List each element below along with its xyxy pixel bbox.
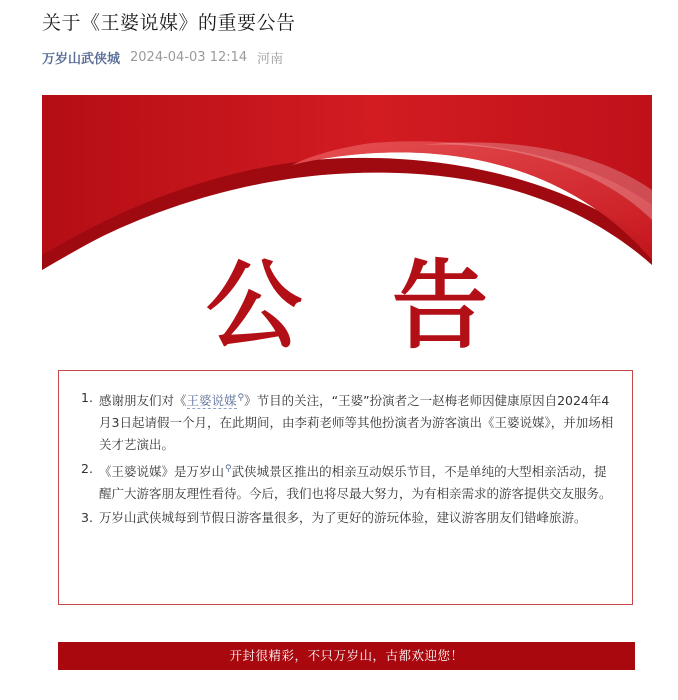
notice-item-1 [73, 387, 614, 456]
search-icon[interactable]: ⚲ [237, 393, 245, 403]
notice-list [73, 387, 614, 529]
notice-item-number: 2. [81, 461, 93, 477]
notice-item-3 [73, 507, 614, 529]
notice-item-text: 感谢朋友们对《 [99, 393, 187, 409]
article-meta [42, 48, 283, 67]
notice-item-number: 3. [81, 510, 93, 526]
article-title: 关于《王婆说媒》的重要公告 [42, 12, 296, 34]
notice-item-2 [73, 458, 614, 505]
notice-item-text: 万岁山武侠城每到节假日游客量很多，为了更好的游玩体验，建议游客朋友们错峰旅游。 [99, 510, 587, 526]
search-icon[interactable]: ⚲ [225, 464, 232, 475]
notice-item-text: 》节目的关注，“王婆”扮演者之一赵梅老师因健康原因自2024年4月3日起请假一个月，在此期间，由李莉老师等其他扮演者为游客演出《王婆说媒》，并加场相关才艺演出。 [99, 393, 614, 453]
notice-box [58, 370, 633, 605]
announcement-banner [42, 95, 652, 355]
publish-location: 河南 [257, 52, 284, 67]
banner-heading: 公告 [206, 250, 578, 355]
keyword-text: 万岁山 [186, 464, 225, 480]
notice-item-text: 《王婆说媒》是 [99, 464, 187, 480]
account-name-link[interactable]: 万岁山武侠城 [42, 52, 121, 67]
footer-slogan-bar: 开封很精彩，不只万岁山，古都欢迎您！ [58, 642, 635, 670]
publish-date: 2024-04-03 12:14 [130, 50, 248, 65]
notice-item-number: 1. [81, 390, 93, 405]
keyword-search-link[interactable]: 王婆说媒 [186, 393, 237, 409]
notice-item-text: 武侠城景区推出的相亲互动娱乐节目，不是单纯的大型相亲活动，提醒广大游客朋友理性看待。今后，我们也将尽最大努力，为有相亲需求的游客提供交友服务。 [99, 464, 612, 502]
